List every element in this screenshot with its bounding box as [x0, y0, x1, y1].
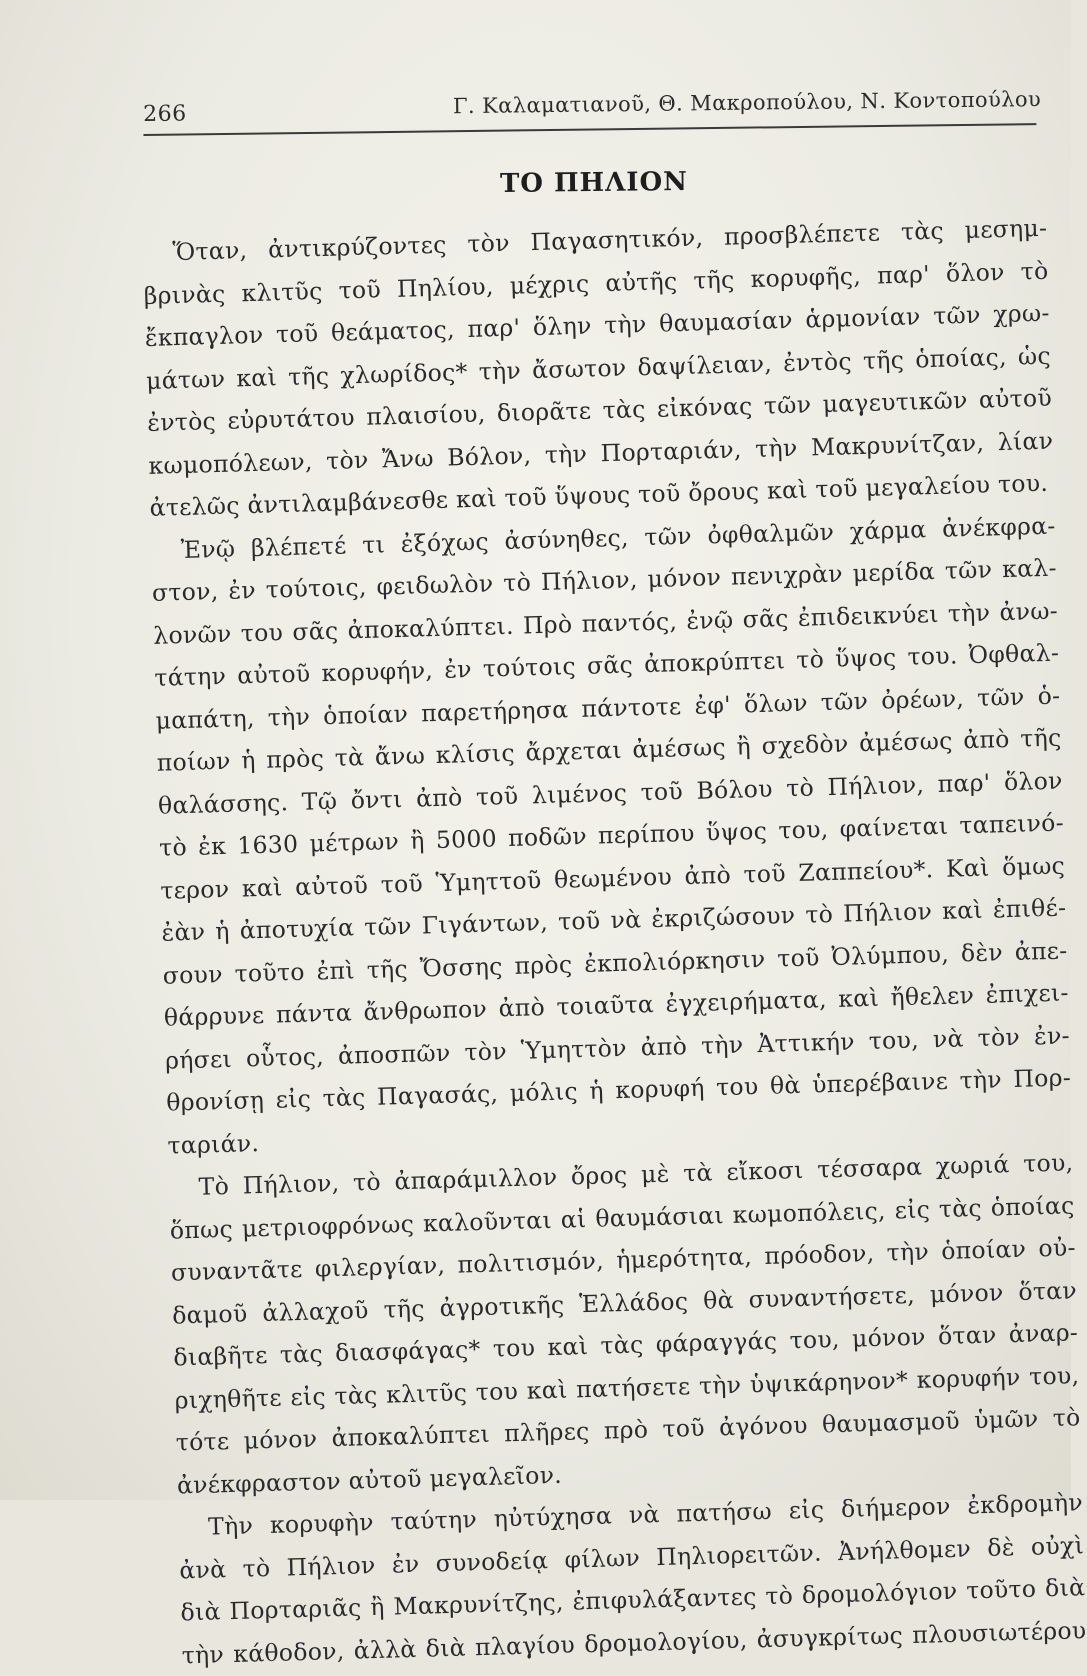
text-line: τάτην αὐτοῦ κορυφήν, ἐν τούτοις σᾶς ἀποκρύπτει τὸ ὕψος του. Ὀφθαλ-: [154, 638, 1060, 692]
text-line: ὅπως μετριοφρόνως καλοῦνται αἱ θαυμάσιαι κωμοπόλεις, εἰς τὰς ὁποίας: [169, 1190, 1075, 1245]
header-rule: [143, 123, 1036, 136]
text-line: ἐὰν ἡ ἀποτυχία τῶν Γιγάντων, τοῦ νὰ ἐκριζώσουν τὸ Πήλιον καὶ ἐπιθέ-: [161, 893, 1067, 947]
text-line: Ὅταν, ἀντικρύζοντες τὸν Παγασητικόν, προσβλέπετε τὰς μεσημ-: [172, 213, 1048, 267]
text-line: θαλάσσης. Τῷ ὄντι ἀπὸ τοῦ λιμένος τοῦ Βόλου τὸ Πήλιον, παρ' ὅλον: [157, 766, 1064, 820]
text-line: διαβῆτε τὰς διασφάγας* του καὶ τὰς φάραγγάς του, μόνον ὅταν ἀναρ-: [173, 1318, 1079, 1372]
text-line: Τὴν κορυφὴν ταύτην ηὐτύχησα νὰ πατήσω εἰς διήμερον ἐκδρομὴν: [207, 1488, 1084, 1541]
text-line: Ἐνῷ βλέπετέ τι ἐξόχως ἀσύνηθες, τῶν ὀφθαλμῶν χάρμα ἀνέκφρα-: [180, 511, 1056, 564]
body-text: [142, 207, 1087, 1676]
text-line: ἀτελῶς ἀντιλαμβάνεσθε καὶ τοῦ ὕψους τοῦ ὄρους καὶ τοῦ μεγαλείου του.: [149, 468, 1049, 522]
text-line: ταριάν.: [167, 1128, 260, 1160]
text-line: διὰ Πορταριᾶς ἢ Μακρυνίτζης, ἐπιφυλάξαντες τὸ δρομολόγιον τοῦτο διὰ: [180, 1573, 1086, 1627]
text-line: τὸ ἐκ 1630 μέτρων ἢ 5000 ποδῶν περίπου ὕψος του, φαίνεται ταπεινό-: [158, 808, 1065, 862]
text-line: σουν τοῦτο ἐπὶ τῆς Ὄσσης πρὸς ἐκπολιόρκησιν τοῦ Ὀλύμπου, δὲν ἀπε-: [162, 935, 1068, 990]
text-line: κωμοπόλεων, τὸν Ἄνω Βόλον, τὴν Πορταριάν, τὴν Μακρυνίτζαν, λίαν: [148, 426, 1054, 480]
chapter-title: ΤΟ ΠΗΛΙΟΝ: [499, 167, 689, 199]
text-line: ριχηθῆτε εἰς τὰς κλιτῦς του καὶ πατήσετε τὴν ὑψικάρηνον* κορυφήν του,: [174, 1360, 1080, 1415]
text-line: συναντᾶτε φιλεργίαν, πολιτισμόν, ἡμερότητα, πρόοδον, τὴν ὁποίαν οὐ-: [170, 1233, 1077, 1287]
text-line: δαμοῦ ἀλλαχοῦ τῆς ἀγροτικῆς Ἑλλάδος θὰ συναντήσετε, μόνον ὅταν: [171, 1275, 1078, 1330]
text-line: μάτων καὶ τῆς χλωρίδος* τὴν ἄσωτον δαψίλειαν, ἐντὸς τῆς ὁποίας, ὡς: [145, 341, 1052, 395]
page-header: [143, 87, 1041, 138]
text-line: ἔκπαγλον τοῦ θεάματος, παρ' ὅλην τὴν θαυμασίαν ἁρμονίαν τῶν χρω-: [144, 298, 1050, 352]
text-line: λονῶν του σᾶς ἀποκαλύπτει. Πρὸ παντός, ἐνῷ σᾶς ἐπιδεικνύει τὴν ἀνω-: [152, 596, 1059, 650]
text-line: ἀνέκφραστον αὐτοῦ μεγαλεῖον.: [176, 1460, 563, 1500]
text-line: ρήσει οὗτος, ἀποσπῶν τὸν Ὑμηττὸν ἀπὸ τὴν Ἀττικήν του, νὰ τὸν ἐν-: [164, 1020, 1071, 1075]
text-line: τότε μόνον ἀποκαλύπτει πλῆρες πρὸ τοῦ ἀγόνου θαυμασμοῦ ὑμῶν τὸ: [175, 1403, 1081, 1457]
text-line: θρονίσῃ εἰς τὰς Παγασάς, μόλις ἡ κορυφή του θὰ ὑπερέβαινε τὴν Πορ-: [165, 1063, 1072, 1117]
text-line: θάρρυνε πάντα ἄνθρωπον ἀπὸ τοιαῦτα ἐγχειρήματα, καὶ ἤθελεν ἐπιχει-: [163, 978, 1069, 1032]
text-line: μαπάτη, τὴν ὁποίαν παρετήρησα πάντοτε ἐφ' ὅλων τῶν ὀρέων, τῶν ὁ-: [155, 681, 1061, 735]
text-line: ἐντὸς εὐρυτάτου πλαισίου, διορᾶτε τὰς εἰκόνας τῶν μαγευτικῶν αὐτοῦ: [146, 383, 1053, 437]
running-head: Γ. Καλαματιανοῦ, Θ. Μακροπούλου, Ν. Κοντοπούλου: [452, 87, 1042, 119]
text-line: Τὸ Πήλιον, τὸ ἀπαράμιλλον ὄρος μὲ τὰ εἴκοσι τέσσαρα χωριά του,: [198, 1148, 1074, 1201]
page-number: 266: [143, 101, 187, 127]
text-line: τερον καὶ αὐτοῦ τοῦ Ὑμηττοῦ θεωμένου ἀπὸ τοῦ Ζαππείου*. Καὶ ὅμως: [159, 850, 1066, 905]
text-line: ποίων ἡ πρὸς τὰ ἄνω κλίσις ἄρχεται ἀμέσως ἢ σχεδὸν ἀμέσως ἀπὸ τῆς: [156, 723, 1062, 777]
text-line: στον, ἐν τούτοις, φειδωλὸν τὸ Πήλιον, μόνον πενιχρὰν μερίδα τῶν καλ-: [151, 553, 1058, 607]
text-line: ἀνὰ τὸ Πήλιον ἐν συνοδείᾳ φίλων Πηλιορειτῶν. Ἀνήλθομεν δὲ οὐχὶ: [178, 1530, 1085, 1584]
text-line: βρινὰς κλιτῦς τοῦ Πηλίου, μέχρις αὐτῆς τῆς κορυφῆς, παρ' ὅλον τὸ: [143, 256, 1049, 310]
text-line: τὴν κάθοδον, ἀλλὰ διὰ πλαγίου δρομολογίου, ἀσυγκρίτως πλουσιωτέρου: [181, 1615, 1087, 1669]
